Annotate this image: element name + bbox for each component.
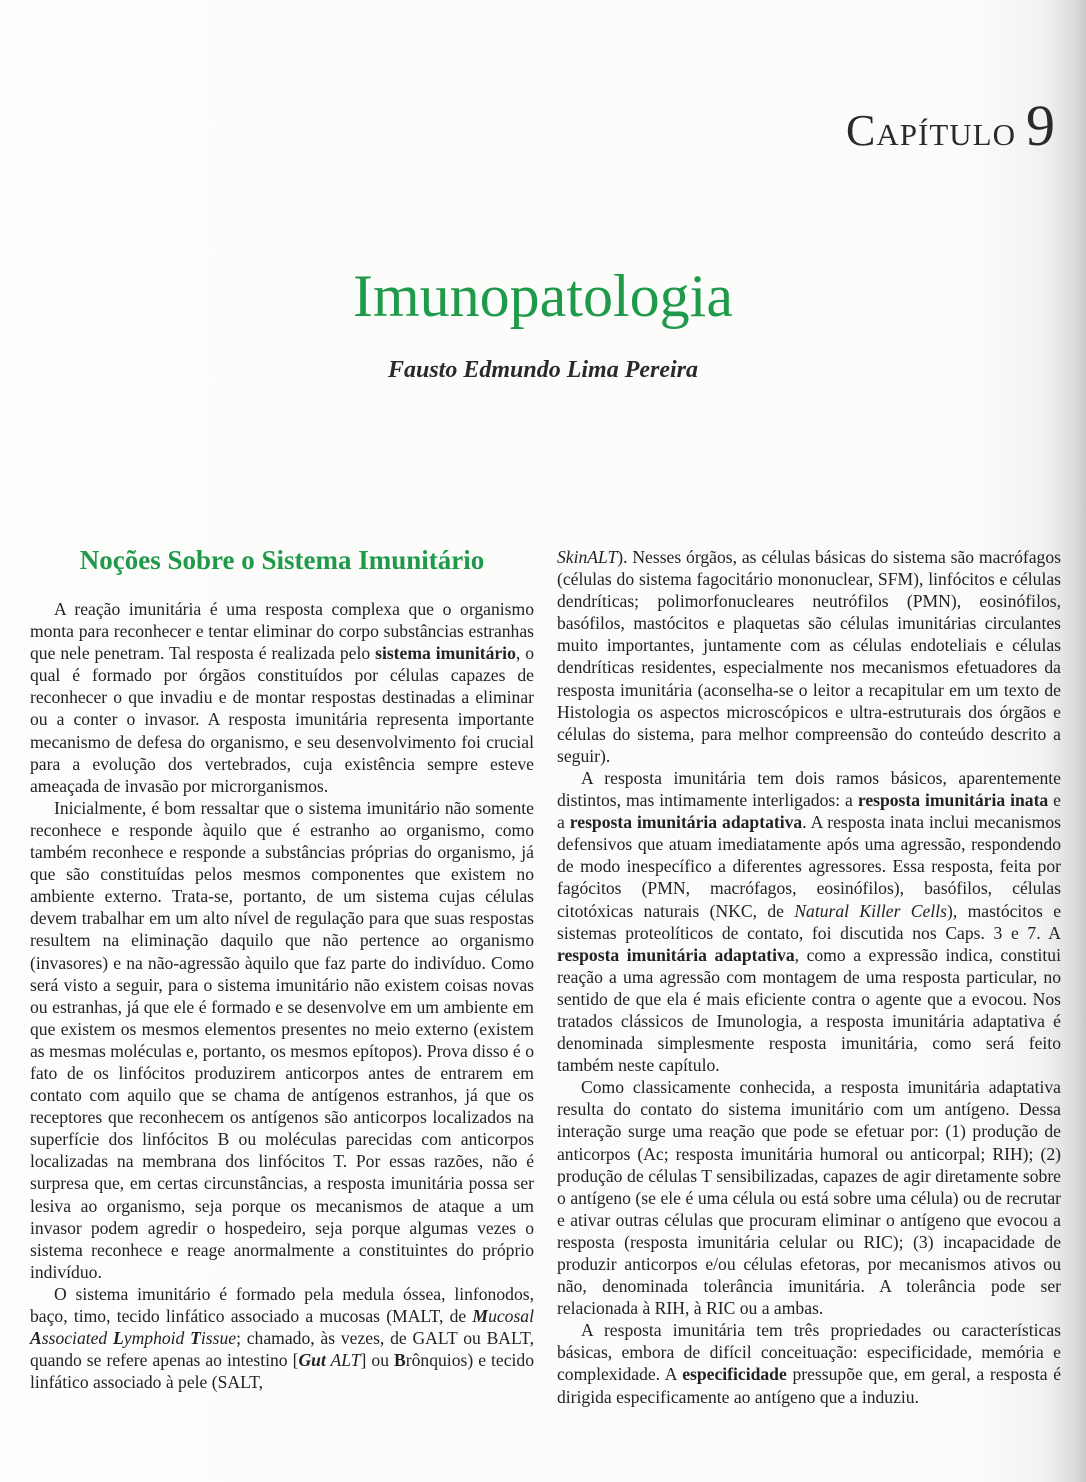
section-heading: Noções Sobre o Sistema Imunitário (79, 545, 485, 575)
italic-term: Natural Killer Cells (794, 900, 947, 921)
paragraph (30, 1283, 534, 1393)
italic-term: ssociated (41, 1328, 114, 1349)
bold-term: M (472, 1306, 489, 1326)
text-run: , o qual é formado por órgãos constituídos por células capazes de reconhecer o que invadiu e de montar respostas destinadas a eliminar ou a conter o invasor. A resposta imunitária representa importante mecanismo de defesa do organismo, e seu desenvolvimento foi crucial para a evolução dos vertebrados, cuja existência sempre esteve ameaçada de invasão por microrganismos. (30, 643, 534, 796)
bold-term: L (113, 1328, 124, 1349)
bold-term: T (190, 1328, 201, 1349)
bold-term: B (394, 1350, 406, 1371)
text-run: ), mastócitos e sistemas proteolíticos de contato, foi discutida nos Caps. 3 e 7. A (557, 900, 1061, 943)
text-run: , como a expressão indica, constitui reação a uma agressão com montagem de uma resposta particular, no sentido de que ela é mais eficiente contra o agente que a evocou. Nos tratados clássicos de Imunologia, a resposta imunitária adaptativa é denominada simplesmente resposta imunitária, como será feito também neste capítulo. (557, 944, 1061, 1076)
paragraph (557, 1076, 1061, 1319)
bold-term: sistema imunitário (375, 643, 516, 664)
paragraph (30, 598, 534, 797)
text-run: A resposta imunitária tem três propriedades ou características básicas, embora de difícil conceituação: especificidade, memória e complexidade. A (557, 1320, 1061, 1385)
bold-term: A (30, 1328, 42, 1349)
chapter-label (846, 92, 1056, 159)
text-run: e a (557, 790, 1061, 833)
bold-term: resposta imunitária adaptativa (557, 944, 795, 965)
text-run: pressupõe que, em geral, a resposta é dirigida especificamente ao antígeno que a induziu. (557, 1364, 1061, 1407)
left-column (30, 542, 534, 1393)
italic-term: ALT (325, 1350, 361, 1371)
right-column-body (557, 546, 1061, 1408)
italic-term: issue (200, 1328, 237, 1349)
bold-term: especificidade (682, 1364, 787, 1385)
paragraph (557, 1319, 1061, 1407)
bold-term: Gut (298, 1350, 326, 1371)
text-run: O sistema imunitário é formado pela medula óssea, linfonodos, baço, timo, tecido linfático associado a mucosas (MALT, de (30, 1283, 534, 1326)
text-run: ] ou (360, 1350, 395, 1371)
chapter-title: Imunopatologia (353, 263, 733, 329)
author-name: Fausto Edmundo Lima Pereira (387, 357, 699, 383)
text-run: A reação imunitária é uma resposta complexa que o organismo monta para reconhecer e tentar eliminar do corpo substâncias estranhas que nele penetram. Tal resposta é realizada pelo (30, 599, 534, 664)
bold-term: resposta imunitária inata (857, 790, 1049, 811)
left-column-body (30, 598, 534, 1393)
paragraph (30, 797, 534, 1283)
paragraph (557, 546, 1061, 767)
bold-term: resposta imunitária adaptativa (569, 812, 803, 833)
chapter-number: 9 (1026, 93, 1056, 158)
italic-term: SkinALT (557, 547, 618, 567)
text-run: Como classicamente conhecida, a resposta imunitária adaptativa resulta do contato do sistema imunitário com um antígeno. Dessa interação surge uma reação que pode se efetuar por: (1) produção de anticorpos (Ac; resposta imunitária humoral ou anticorpal; RIH); (2) produção de células T sensibilizadas, capazes de agir diretamente sobre o antígeno (se ele é uma célula ou está sobre uma célula) ou de recrutar e ativar outras células que procuram eliminar o antígeno que evocou a resposta (resposta imunitária celular ou RIC); (3) incapacidade de produzir anticorpos e/ou células efetoras, por mecanismos ativos ou não, denominada tolerância imunitária. A tolerância pode ser relacionada à RIH, à RIC ou a ambas. (557, 1077, 1061, 1319)
italic-term: ucosal (488, 1306, 534, 1326)
right-column (557, 546, 1061, 1408)
italic-term: ymphoid (123, 1328, 191, 1349)
text-run: Inicialmente, é bom ressaltar que o sistema imunitário não somente reconhece e responde àquilo que é estranho ao organismo, como também reconhece e responde a substâncias próprias do organismo, já que são constituídas pelos mesmos componentes que existem no ambiente externo. Trata-se, portanto, de um sistema cujas células devem trabalhar em um alto nível de regulação para que suas respostas resultem na eliminação daquilo que não pertence ao organismo (invasores) e na não-agressão àquilo que faz parte do indivíduo. Como será visto a seguir, para o sistema imunitário não existem coisas novas ou estranhas, já que ele é formado e se desenvolve em um ambiente em que existem os mesmos elementos presentes no meio externo (existem as mesmas moléculas e, portanto, os mesmos epítopos). Prova disso é o fato de os linfócitos produzirem anticorpos antes de entrarem em contato com aquilo que se chama de antígenos estranhos, já que os receptores que reconhecem os antígenos são anticorpos localizados na superfície dos linfócitos B ou moléculas parecidas com anticorpos localizadas na membrana dos linfócitos T. Por essas razões, não é surpresa que, em certas circunstâncias, a resposta imunitária possa ser lesiva ao organismo, seja porque os mecanismos de ataque a um invasor podem agredir o hospedeiro, seja porque algumas vezes o sistema reconhece e reage anormalmente a constituintes do próprio indivíduo. (30, 797, 534, 1282)
chapter-word: Capítulo (846, 106, 1016, 155)
text-run: ). Nesses órgãos, as células básicas do sistema são macrófagos (células do sistema fagocitário mononuclear, SFM), linfócitos e células dendríticas; polimorfonucleares neutrófilos (PMN), eosinófilos, basófilos, mastócitos e plaquetas são células imunitárias circulantes muito importantes, juntamente com as células endoteliais e células dendríticas residentes, especialmente nos mecanismos efetuadores da resposta imunitária (aconselha-se o leitor a recapitular em um texto de Histologia os aspectos microscópicos e ultra-estruturais dos órgãos e células do sistema, para melhor compreensão do conteúdo descrito a seguir). (557, 547, 1061, 766)
paragraph (557, 767, 1061, 1076)
text-run: A resposta imunitária tem dois ramos básicos, aparentemente distintos, mas intimamente interligados: a (557, 767, 1061, 811)
text-run: . A resposta inata inclui mecanismos defensivos que atuam imediatamente após uma agressão, respondendo de modo inespecífico a diferentes agressores. Essa resposta, feita por fagócitos (PMN, macrófagos, eosinófilos), basófilos, células citotóxicas naturais (NKC, de (557, 812, 1061, 921)
text-run: ; chamado, às vezes, de GALT ou BALT, quando se refere apenas ao intestino [ (30, 1328, 534, 1371)
text-run: rônquios) e tecido linfático associado à pele (SALT, (30, 1350, 535, 1393)
